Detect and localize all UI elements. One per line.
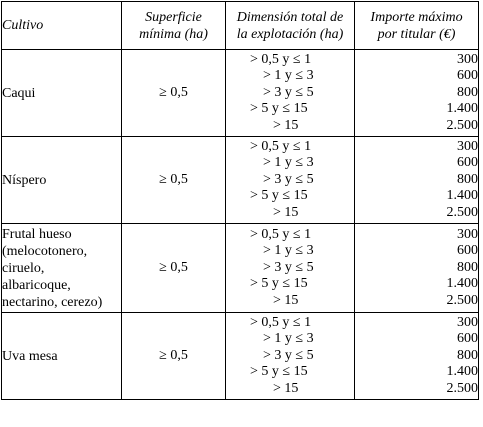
- cell-dimension: [226, 50, 355, 137]
- header-cultivo-label: Cultivo: [2, 18, 44, 33]
- cell-cultivo: [2, 313, 122, 400]
- aid-table: [1, 1, 479, 400]
- header-cultivo: [2, 2, 122, 50]
- cultivo-line: Frutal hueso: [2, 226, 72, 242]
- importe-amount: 300: [457, 51, 478, 67]
- cell-cultivo: [2, 50, 122, 137]
- dimension-lines: [226, 227, 354, 310]
- cultivo-line: ciruelo,: [2, 260, 45, 276]
- cell-importe: [355, 224, 479, 313]
- dimension-range: > 1 y ≤ 3: [263, 68, 314, 84]
- header-superficie-line2: mínima (ha): [139, 26, 208, 42]
- importe-amount: 300: [457, 138, 478, 154]
- cell-superficie: [122, 313, 226, 400]
- superficie-value: ≥ 0,5: [159, 171, 188, 187]
- header-dimension-line2: la explotación (ha): [236, 26, 344, 42]
- dimension-lines: [226, 139, 354, 222]
- table-row: [2, 50, 479, 137]
- table-row: [2, 224, 479, 313]
- dimension-range: > 5 y ≤ 15: [250, 188, 308, 204]
- cell-dimension: [226, 313, 355, 400]
- dimension-range: > 3 y ≤ 5: [263, 347, 314, 363]
- header-importe-line1: Importe máximo: [370, 9, 463, 25]
- cultivo-line: Uva mesa: [2, 348, 58, 364]
- header-superficie-line1: Superficie: [145, 9, 202, 25]
- importe-amount: 300: [457, 226, 478, 242]
- dimension-lines: [226, 52, 354, 135]
- table-row: [2, 137, 479, 224]
- importe-amount: 2.500: [446, 292, 478, 308]
- dimension-range: > 3 y ≤ 5: [263, 259, 314, 275]
- importe-amount: 2.500: [446, 380, 478, 396]
- dimension-range: > 3 y ≤ 5: [263, 171, 314, 187]
- dimension-range: > 0,5 y ≤ 1: [250, 314, 312, 330]
- dimension-range: > 15: [273, 380, 299, 396]
- importe-lines: [355, 52, 478, 135]
- header-importe: [355, 2, 479, 50]
- dimension-range: > 1 y ≤ 3: [263, 243, 314, 259]
- importe-lines: [355, 315, 478, 398]
- header-importe-line2: por titular (€): [377, 26, 456, 42]
- dimension-lines: [226, 315, 354, 398]
- cultivo-lines: [2, 172, 121, 189]
- dimension-range: > 15: [273, 204, 299, 220]
- dimension-range: > 0,5 y ≤ 1: [250, 138, 312, 154]
- dimension-range: > 0,5 y ≤ 1: [250, 226, 312, 242]
- importe-amount: 1.400: [446, 101, 478, 117]
- dimension-range: > 15: [273, 117, 299, 133]
- header-superficie: [122, 2, 226, 50]
- dimension-range: > 3 y ≤ 5: [263, 84, 314, 100]
- dimension-range: > 1 y ≤ 3: [263, 331, 314, 347]
- superficie-value: ≥ 0,5: [159, 84, 188, 100]
- cultivo-line: Caqui: [2, 85, 36, 101]
- header-dimension: [226, 2, 355, 50]
- dimension-range: > 5 y ≤ 15: [250, 364, 308, 380]
- superficie-value: ≥ 0,5: [159, 259, 188, 275]
- cell-superficie: [122, 224, 226, 313]
- importe-amount: 800: [457, 171, 478, 187]
- dimension-range: > 1 y ≤ 3: [263, 155, 314, 171]
- importe-amount: 1.400: [446, 276, 478, 292]
- dimension-range: > 5 y ≤ 15: [250, 101, 308, 117]
- importe-amount: 600: [457, 243, 478, 259]
- cell-cultivo: [2, 137, 122, 224]
- importe-amount: 1.400: [446, 188, 478, 204]
- cultivo-line: nectarino, cerezo): [2, 294, 103, 310]
- importe-lines: [355, 227, 478, 310]
- cell-dimension: [226, 224, 355, 313]
- importe-amount: 600: [457, 68, 478, 84]
- dimension-range: > 5 y ≤ 15: [250, 276, 308, 292]
- cell-superficie: [122, 137, 226, 224]
- cell-cultivo: [2, 224, 122, 313]
- cultivo-lines: [2, 226, 121, 311]
- importe-amount: 600: [457, 155, 478, 171]
- cultivo-lines: [2, 348, 121, 365]
- cultivo-lines: [2, 85, 121, 102]
- dimension-range: > 15: [273, 292, 299, 308]
- importe-amount: 300: [457, 314, 478, 330]
- importe-amount: 2.500: [446, 204, 478, 220]
- cell-importe: [355, 50, 479, 137]
- cell-importe: [355, 137, 479, 224]
- importe-amount: 800: [457, 84, 478, 100]
- cell-superficie: [122, 50, 226, 137]
- importe-amount: 1.400: [446, 364, 478, 380]
- cultivo-line: Níspero: [2, 172, 47, 188]
- cell-importe: [355, 313, 479, 400]
- importe-amount: 600: [457, 331, 478, 347]
- importe-amount: 2.500: [446, 117, 478, 133]
- table-row: [2, 313, 479, 400]
- cultivo-line: (melocotonero,: [2, 243, 88, 259]
- superficie-value: ≥ 0,5: [159, 347, 188, 363]
- header-row: [2, 2, 479, 50]
- cell-dimension: [226, 137, 355, 224]
- importe-lines: [355, 139, 478, 222]
- dimension-range: > 0,5 y ≤ 1: [250, 51, 312, 67]
- importe-amount: 800: [457, 259, 478, 275]
- importe-amount: 800: [457, 347, 478, 363]
- cultivo-line: albaricoque,: [2, 277, 71, 293]
- header-dimension-line1: Dimensión total de: [236, 9, 344, 25]
